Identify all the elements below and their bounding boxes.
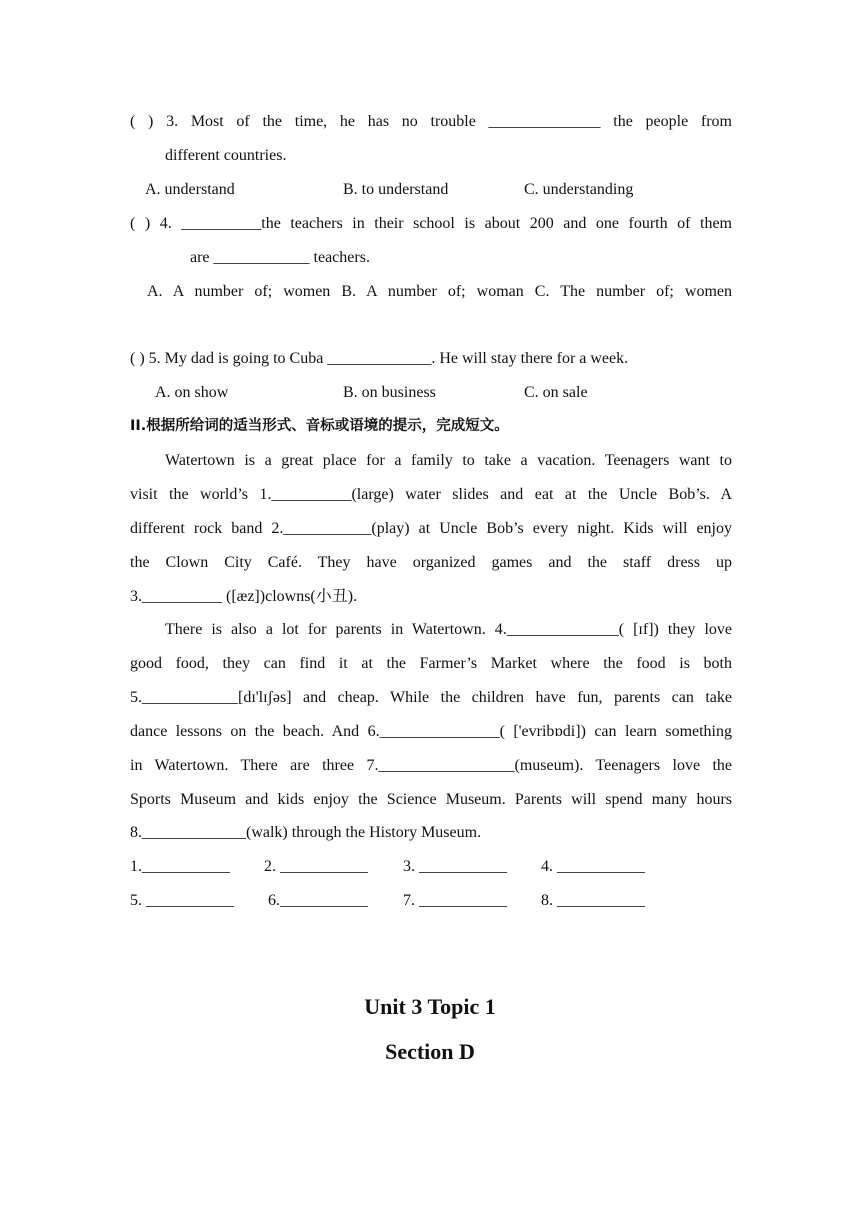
passage-line: visit the world’s 1.__________(large) water slides and eat at the Uncle Bob’s. A — [130, 486, 732, 503]
passage-line: Sports Museum and kids enjoy the Science Museum. Parents will spend many hours — [130, 791, 732, 808]
answer-blank-1: 1.___________ — [130, 858, 230, 875]
passage-line: 3.__________ ([æz])clowns(小丑). — [130, 588, 358, 605]
passage-line: dance lessons on the beach. And 6._______________( ['evribɒdi]) can learn something — [130, 723, 732, 740]
question-3-option-a: A. understand — [145, 181, 235, 198]
answer-blank-6: 6.___________ — [268, 892, 368, 909]
question-4-stem-cont: are ____________ teachers. — [190, 249, 370, 266]
question-3-option-c: C. understanding — [524, 181, 634, 198]
answer-blank-5: 5. ___________ — [130, 892, 234, 909]
passage-line: Watertown is a great place for a family to take a vacation. Teenagers want to — [165, 452, 732, 469]
passage-line: good food, they can find it at the Farmer’s Market where the food is both — [130, 655, 732, 672]
unit-title: Unit 3 Topic 1 — [364, 994, 496, 1019]
question-5-option-c: C. on sale — [524, 384, 588, 401]
question-5-option-a: A. on show — [155, 384, 229, 401]
answer-blank-3: 3. ___________ — [403, 858, 507, 875]
question-3-stem: ( ) 3. Most of the time, he has no trouble ______________ the people from — [130, 113, 732, 130]
answer-blank-2: 2. ___________ — [264, 858, 368, 875]
question-3-stem-cont: different countries. — [165, 147, 287, 164]
passage-line: different rock band 2.___________(play) at Uncle Bob’s every night. Kids will enjoy — [130, 520, 732, 537]
answer-blank-7: 7. ___________ — [403, 892, 507, 909]
section-title: Section D — [385, 1039, 475, 1064]
passage-line: in Watertown. There are three 7._________________(museum). Teenagers love the — [130, 757, 732, 774]
question-5-option-b: B. on business — [343, 384, 436, 401]
passage-line: 5.____________[dɪ'lɪʃəs] and cheap. While the children have fun, parents can take — [130, 689, 732, 706]
section-2-heading: II.根据所给词的适当形式、音标或语境的提示，完成短文。 — [130, 418, 509, 434]
answer-blank-8: 8. ___________ — [541, 892, 645, 909]
passage-line: There is also a lot for parents in Watertown. 4.______________( [ɪf]) they love — [165, 621, 732, 638]
answer-blank-4: 4. ___________ — [541, 858, 645, 875]
question-4-options: A. A number of; women B. A number of; woman C. The number of; women — [147, 283, 732, 300]
question-4-stem: ( ) 4. __________the teachers in their school is about 200 and one fourth of them — [130, 215, 732, 232]
passage-line: the Clown City Café. They have organized games and the staff dress up — [130, 554, 732, 571]
question-5-stem: ( ) 5. My dad is going to Cuba _____________. He will stay there for a week. — [130, 350, 629, 367]
question-3-option-b: B. to understand — [343, 181, 449, 198]
passage-line: 8._____________(walk) through the History Museum. — [130, 824, 482, 841]
